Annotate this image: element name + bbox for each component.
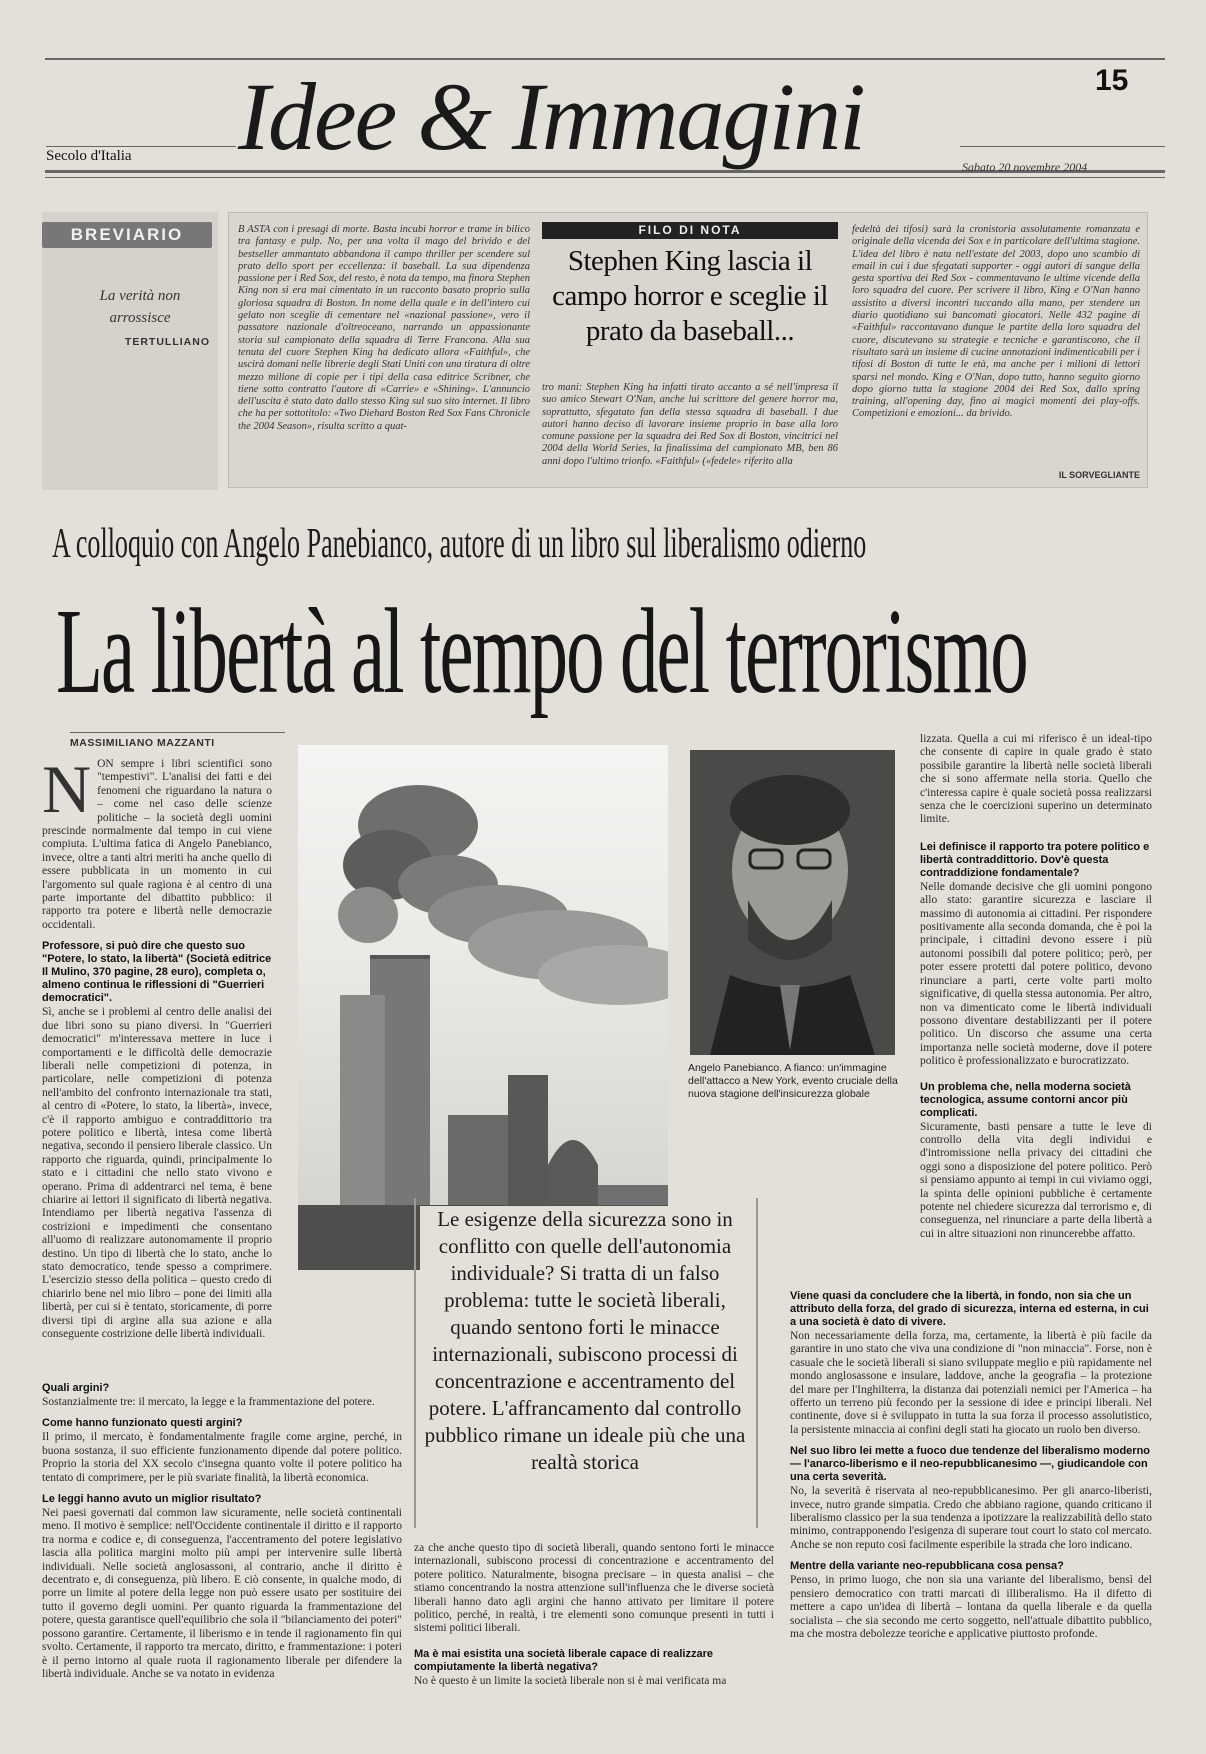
lower-left-column	[42, 1348, 402, 1748]
mid-bottom-column	[414, 1542, 774, 1752]
answer-6: Nelle domande decisive che gli uomini pongono allo stato: garantire sicurezza e lasciare il massimo di autonomia ai cittadini. Per rispondere positivamente alla seconda domanda, che è poi la principale, i cittadini devono essere i più autonomi possibili dal potere politico; però, per poter essere protetti dal potere politico, devono rinunciare a parti, certe volte parti molto significative, di quella stessa autonomia. Per altro, non va dimenticato come le libertà individuali possono diventare destabilizzanti per il potere politico. Un discorso che assume una certa importanza nelle società moderne, dove il potere politico è professionalizzato e burocratizzato.	[920, 880, 1152, 1068]
article-byline: MASSIMILIANO MAZZANTI	[70, 737, 215, 749]
portrait-graphic	[690, 750, 895, 1055]
answer-4: Nei paesi governati dal common law sicuramente, nelle società continentali meno. Il motivo è semplice: nell'Occidente continentale il diritto e il rapporto tra norma e codice e, di conseguenza, l'accentramento del potere legislativo lascia alla politica margini molto più ampi per intervenire sulle libertà individuali. Nelle società anglosassoni, al contrario, anche il diritto è decentrato e, di conseguenza, più libero. E ciò consente, in qualche modo, di porre un limite al potere della legge non può essere usato per sostituire dei tutto il governo degli uomini. Per quanto riguarda la frammentazione del potere, questa garantisce quell'equilibrio che sola il "bilanciamento dei poteri" possono garantire. Certamente, il liberismo e in tende il ragionamento fin qui svolto. Certamente, il rapporto tra mercato, diritto, e frammentazione: i poteri è il perno intorno al quale ruota il ragionamento liberale per difendere la libertà individuale. Anche se va notato in evidenza	[42, 1507, 402, 1680]
question-7: Un problema che, nella moderna società tecnologica, assume contorni ancor più complicati.	[920, 1080, 1131, 1119]
question-8: Viene quasi da concludere che la libertà, in fondo, non sia che un attributo della forza, del grado di sicurezza, interna ed esterna, in cui a una società è dato di vivere.	[790, 1290, 1149, 1328]
breviario-author: TERTULLIANO	[124, 336, 210, 348]
question-5: Ma è mai esistita una società liberale capace di realizzare compiutamente la libertà negativa?	[414, 1647, 713, 1673]
filo-col1-text: B ASTA con i presagi di morte. Basta incubi horror e trame in bilico tra fantasy e pulp. No, per una volta il mago del brivido e del bestseller ammantato abbandona il campo thriller per scendere sul prato dello sport per eccellenza: il baseball. La sua dipendenza passione per i Red Sox, del resto, è nota da tempo, ma finora Stephen King non si era mai cimentato in un racconto basato proprio sulla gloriosa squadra di Boston. In nome della quale e in dell'intero cui gelato non sceglie di cementare nel «nazional passione», vero il passatore nazionale d'oltreoceano, narrando un appassionante storia sul campionato della squadra di Terre Francona. Alla sua tenuta del cuore Stephen King ha dedicato allora «Faithful», che uscirà domani nelle librerie degli Stati Uniti con una tiratura di oltre mezzo milione di copie per i tipi della casa editrice Scribner, che tiene sotto contratto l'autore di «Carrie» e «Shining». L'annuncio dell'uscita è stato dato dallo stesso King sul suo sito internet. Il libro che ha per sottotitolo: «Two Diehard Boston Red Sox Fans Chronicle the 2004 Season», risulta scritto a quat-	[238, 224, 530, 432]
question-6: Lei definisce il rapporto tra potere politico e libertà contraddittorio. Dov'è questa contraddizione fondamentale?	[920, 840, 1150, 879]
filo-signature: IL SORVEGLIANTE	[1058, 470, 1140, 480]
filo-col2	[542, 382, 838, 480]
question-2: Quali argini?	[42, 1382, 110, 1394]
article-headline: La libertà al tempo del terrorismo	[56, 584, 1027, 719]
brand-name: Secolo d'Italia	[46, 148, 132, 164]
right-intro: lizzata. Quella a cui mi riferisco è un ideal-tipo che consente di capire in quale grado è stato possibile garantire la libertà nelle società liberali che si sono affermate nella storia. Quello che c'interessa capire è quale società possa realizzarsi senza che le coercizioni superino un determinato limite.	[920, 733, 1152, 826]
drop-cap: N	[42, 758, 92, 827]
filo-headline: Stephen King lascia il campo horror e sceglie il prato da baseball...	[552, 245, 828, 347]
filo-col3-text: fedeltà dei tifosi) sarà la cronistoria assolutamente romanzata e originale della vicenda dei Sox e in particolare dell'ultima stagione. L'idea del libro è nata nell'estate del 2003, dopo uno scambio di email in cui i due sfegatati supporter - oggi autori di sangue della gesta sportiva dei Red Sox - commentavano le ultime vicende della loro squadra del cuore. Per scrivere il libro, King e O'Nan hanno assistito a diversi incontri tuccando alla mano, per stendere un diario quotidiano sui bancomati giocatori. Nelle 432 pagine di «Faithful» raccontavano dunque le partite della loro squadra del cuore, discutevano su strategie e tecniche e garantiscono, che il risultato sarà un insieme di cucine annotazioni indimenticabili per i tifosi di Boston di tutte le età, ma anche per i milioni di lettori sparsi nel mondo. King e O'Nan, dopo tutto, hanno seguito giorno dopo giorno tutta la stagione 2004 dei Red Sox, dallo spring training, all'opening day, fino ai magici momenti dei play-offs. Competizioni e emozioni... da brivido.	[852, 224, 1140, 420]
question-10: Mentre della variante neo-repubblicana cosa pensa?	[790, 1560, 1064, 1573]
answer-8: Non necessariamente della forza, ma, certamente, la libertà è più facile da garantire in uno stato che viva una condizione di "non minaccia". Forse, non è casuale che le società liberali si siano sviluppate meglio e più rapidamente nel mondo anglosassone e insulare, laddove, anche la geografia – la protezione del mare per l'Inghilterra, la distanza dai potenziali nemici per l'America – ha offerto un terreno più fecondo per la sessione di idee e principi liberali. Nel continente, dove si è sviluppato in tutta la sua forza il processo assolutistico, la persistente minaccia ai confini degli stati ha giocato un ruolo ben diverso.	[790, 1330, 1152, 1436]
answer-7: Sicuramente, basti pensare a tutte le leve di controllo della vita degli individui e d'intromissione nella privacy dei cittadini che oggi sono a disposizione del potere politico. Però si pensiamo appunto ai tempi in cui viviamo oggi, la spinta delle opinioni pubbliche è certamente potente nel chiedere sicurezza dal terrorismo e, di conseguenza, nel rinunciare a parte della libertà a cui in altre situazioni non rinuncerebbe affatto.	[920, 1120, 1152, 1240]
article-kicker: A colloquio con Angelo Panebianco, autore di un libro sul liberalismo odierno	[52, 521, 867, 567]
question-9: Nel suo libro lei mette a fuoco due tendenze del liberalismo moderno — l'anarco-liberismo e il neo-repubblicanesimo —, giudicandole con una certa severità.	[790, 1445, 1151, 1484]
wtc-photo-graphic	[298, 745, 668, 1270]
pull-quote: Le esigenze della sicurezza sono in conflitto con quelle dell'autonomia individuale? Si tratta di un falso problema: tutte le società liberali, quando sentono forti le minacce internazionali, subiscono processi di concentrazione e accentramento del potere. L'affrancamento dal controllo pubblico rimane un ideale più che una realtà storica	[420, 1206, 750, 1476]
photo-caption: Angelo Panebianco. A fianco: un'immagine dell'attacco a New York, evento cruciale della nuova stagione dell'insicurezza globale	[688, 1062, 898, 1100]
answer-10: Penso, in primo luogo, che non sia una variante del liberalismo, bensì del pensiero democratico con tratti marcati di illiberalismo. Ha il difetto di mettere a capo un'idea di libertà – lontana da quella liberale e da quella socialista – che sia secondo me certo soggetto, nell'attuale dibattito pubblico, ma che mostra debolezze teoriche e applicative piuttosto profonde.	[790, 1574, 1152, 1640]
answer-9: No, la severità è riservata al neo-repubblicanesimo. Per gli anarco-liberisti, invece, nutro grande simpatia. Credo che abbiano ragione, quando criticano il liberalismo classico per la sua tendenza a ipotizzare la realizzabilità dello stato minimo, contrapponendo l'esigenza di superare tout court lo stato col mercato. Anche se non reputo così facilmente esperibile la strada che loro indicano.	[790, 1485, 1152, 1551]
breviario-quote: La verità non arrossisce	[99, 288, 181, 326]
filo-col2-text: tro mani: Stephen King ha infatti tirato accanto a sé nell'impresa il suo amico Stewart O'Nan, anche lui scrittore del genere horror ma, soprattutto, sfegatato fan della stessa squadra di baseball. I due autori hanno deciso di lavorare insieme proprio in base alla loro comune passione per la squadra dei Red Sox di Boston, vincitrici nel 2004 della World Series, la finalissima del campionato MB, ben 86 anni dopo l'ultimo trionfo. «Faithful» («fedele» riferito alla	[542, 382, 838, 467]
page-number: 15	[1095, 64, 1129, 97]
intro-text: ON sempre i libri scientifici sono "tempestivi". L'analisi dei fatti e dei fenomeni che riguardano la natura o – come nel caso delle scienze politiche – la società degli uomini prescinde normalmente dal tempo in cui viene compiuta. L'ultima fatica di Angelo Panebianco, invece, oltre a tanti altri meriti ha anche quello di essere pubblicata in un momento in cui l'argomento sul quale ragiona è al centro di una parte importante del dibattito pubblico: il rapporto tra potere e libertà nelle democrazie occidentali.	[42, 758, 272, 931]
mid-paragraph: za che anche questo tipo di società liberali, quando sentono forti le minacce internazionali, subiscono processi di concentrazione e accentramento del potere politico. Naturalmente, bisogna precisare – in questa analisi – che stiamo concentrando la nostra attenzione sull'influenza che le diverse società liberali hanno dato agli argini che hanno attivato per limitare il potere politico, perché, in realtà, i tre elementi sono comunque presenti in tutti i sistemi politici liberali.	[414, 1542, 774, 1635]
issue-date: Sabato 20 novembre 2004	[962, 160, 1088, 174]
answer-1: Sì, anche se i problemi al centro delle analisi dei due libri sono su piano diversi. In "Guerrieri democratici" m'interessava mettere in luce i comportamenti e le difficoltà delle democrazie liberali nelle competizioni di potenza, in particolare, nelle competizioni di potenza nell'ambito del confronto internazionale tra stati, al centro di «Potere, lo stato, la libertà», invece, c'è il rapporto ambiguo e contraddittorio tra potere politico e libertà, intesa come libertà negativa, secondo il pensiero liberale classico. Un rapporto che riguarda, quindi, principalmente lo stato e i cittadini che nello stato vivono e operano. Prima di addentrarci nel tema, è bene chiarire ai lettori il significato di libertà negativa. Intendiamo per libertà negativa l'assenza di costrizioni e impedimenti che consentano all'uomo di realizzare autonomamente il proprio destino. Un tipo di libertà che lo stato, anche lo stato democratico, tende spesso a comprimere. L'esercizio stesso della politica – questo credo di chiarirlo bene nel mio libro – pone dei limiti alla libertà, per cui si è tentato, storicamente, di porre diversi tipi di argine alla sua azione e alla conseguente costrizione delle libertà individuali.	[42, 1006, 272, 1341]
right-column-upper	[920, 733, 1152, 1293]
photo-wtc-attack	[298, 745, 668, 1270]
section-title: Idee & Immagini	[238, 63, 864, 170]
photo-panebianco	[690, 750, 895, 1055]
intro-paragraph	[42, 758, 272, 932]
question-1: Professore, si può dire che questo suo "Potere, lo stato, la libertà" (Società editrice Il Mulino, 370 pagine, 28 euro), completa o, almeno continua le riflessioni di "Guerrieri democratici".	[42, 940, 272, 1005]
filo-col3	[852, 224, 1140, 470]
filo-label: FILO DI NOTA	[542, 222, 838, 239]
answer-2: Sostanzialmente tre: il mercato, la legge e la frammentazione del potere.	[42, 1396, 375, 1408]
right-column-lower	[790, 1290, 1152, 1750]
answer-5: No è questo è un limite la società liberale non si è mai verificata ma	[414, 1674, 727, 1687]
filo-col1	[238, 224, 530, 480]
question-3: Come hanno funzionato questi argini?	[42, 1417, 243, 1430]
question-4: Le leggi hanno avuto un miglior risultato?	[42, 1493, 262, 1506]
breviario-label: BREVIARIO	[42, 222, 212, 248]
breviario-box	[42, 212, 218, 490]
answer-3: Il primo, il mercato, è fondamentalmente fragile come argine, perché, in buona sostanza, il suo efficiente funzionamento dipende dal potere politico. Proprio la storia del XX secolo c'insegna quanto volte il potere politico ha tentato di comprimere, per le più svariate finalità, la libertà economica.	[42, 1431, 402, 1484]
